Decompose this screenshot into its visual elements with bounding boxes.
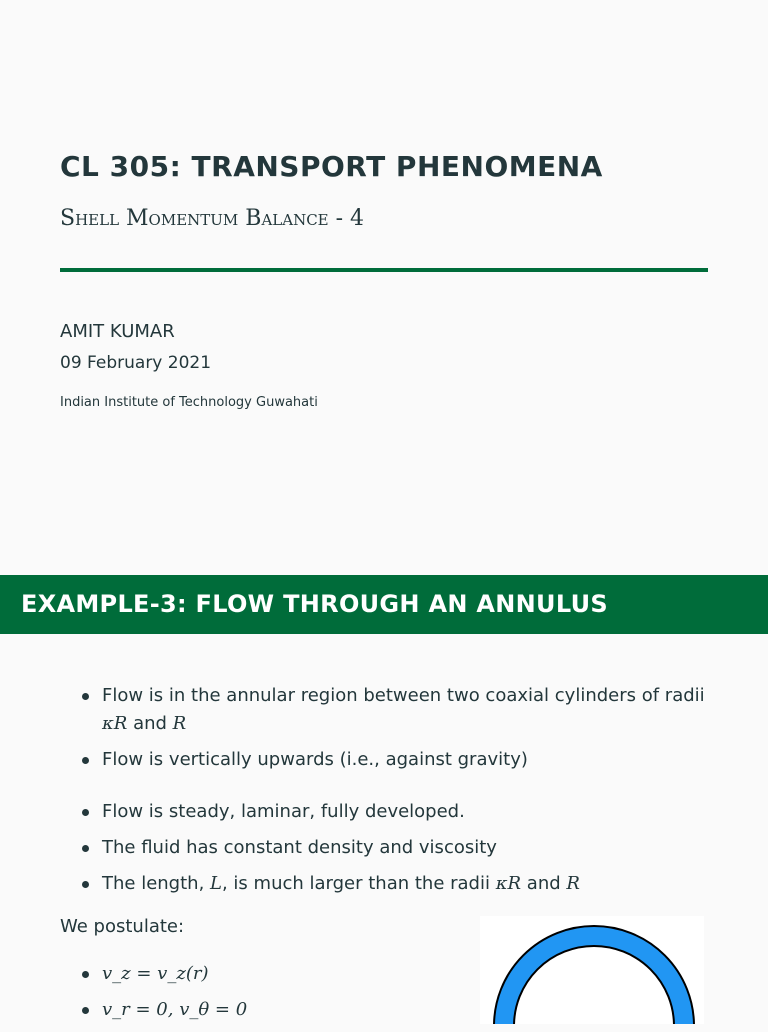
- bullet-icon: [82, 971, 89, 978]
- bullet-icon: [82, 845, 89, 852]
- course-title: CL 305: TRANSPORT PHENOMENA: [60, 150, 603, 183]
- list-item: v_r = 0, v_θ = 0: [80, 996, 720, 1024]
- postulate-heading: We postulate:: [60, 916, 185, 937]
- assumption-list-1: [80, 682, 720, 738]
- list-item: The length, L, is much larger than the radii κR and R: [80, 870, 720, 898]
- assumption-list-3: [80, 798, 720, 906]
- list-item: Flow is steady, laminar, fully developed.: [80, 798, 720, 826]
- bullet-icon: [82, 693, 89, 700]
- bullet-icon: [82, 881, 89, 888]
- list-item: Flow is in the annular region between two coaxial cylinders of radii κR and R: [80, 682, 720, 738]
- bullet-icon: [82, 757, 89, 764]
- list-item: v_z = v_z(r): [80, 960, 720, 988]
- title-divider: [60, 268, 708, 272]
- lecture-date: 09 February 2021: [60, 353, 212, 373]
- list-item: Flow is vertically upwards (i.e., against gravity): [80, 746, 720, 774]
- institute-name: Indian Institute of Technology Guwahati: [60, 395, 318, 410]
- annulus-figure: [480, 916, 704, 1024]
- bullet-icon: [82, 809, 89, 816]
- annulus-diagram: [480, 916, 704, 1024]
- assumption-list-2: [80, 746, 720, 774]
- bullet-icon: [82, 1007, 89, 1014]
- author-name: AMIT KUMAR: [60, 321, 175, 342]
- frame-header: [0, 575, 768, 634]
- frame-title: EXAMPLE-3: FLOW THROUGH AN ANNULUS: [21, 590, 608, 618]
- list-item: The fluid has constant density and viscosity: [80, 834, 720, 862]
- lecture-subtitle: Shell Momentum Balance - 4: [60, 206, 365, 231]
